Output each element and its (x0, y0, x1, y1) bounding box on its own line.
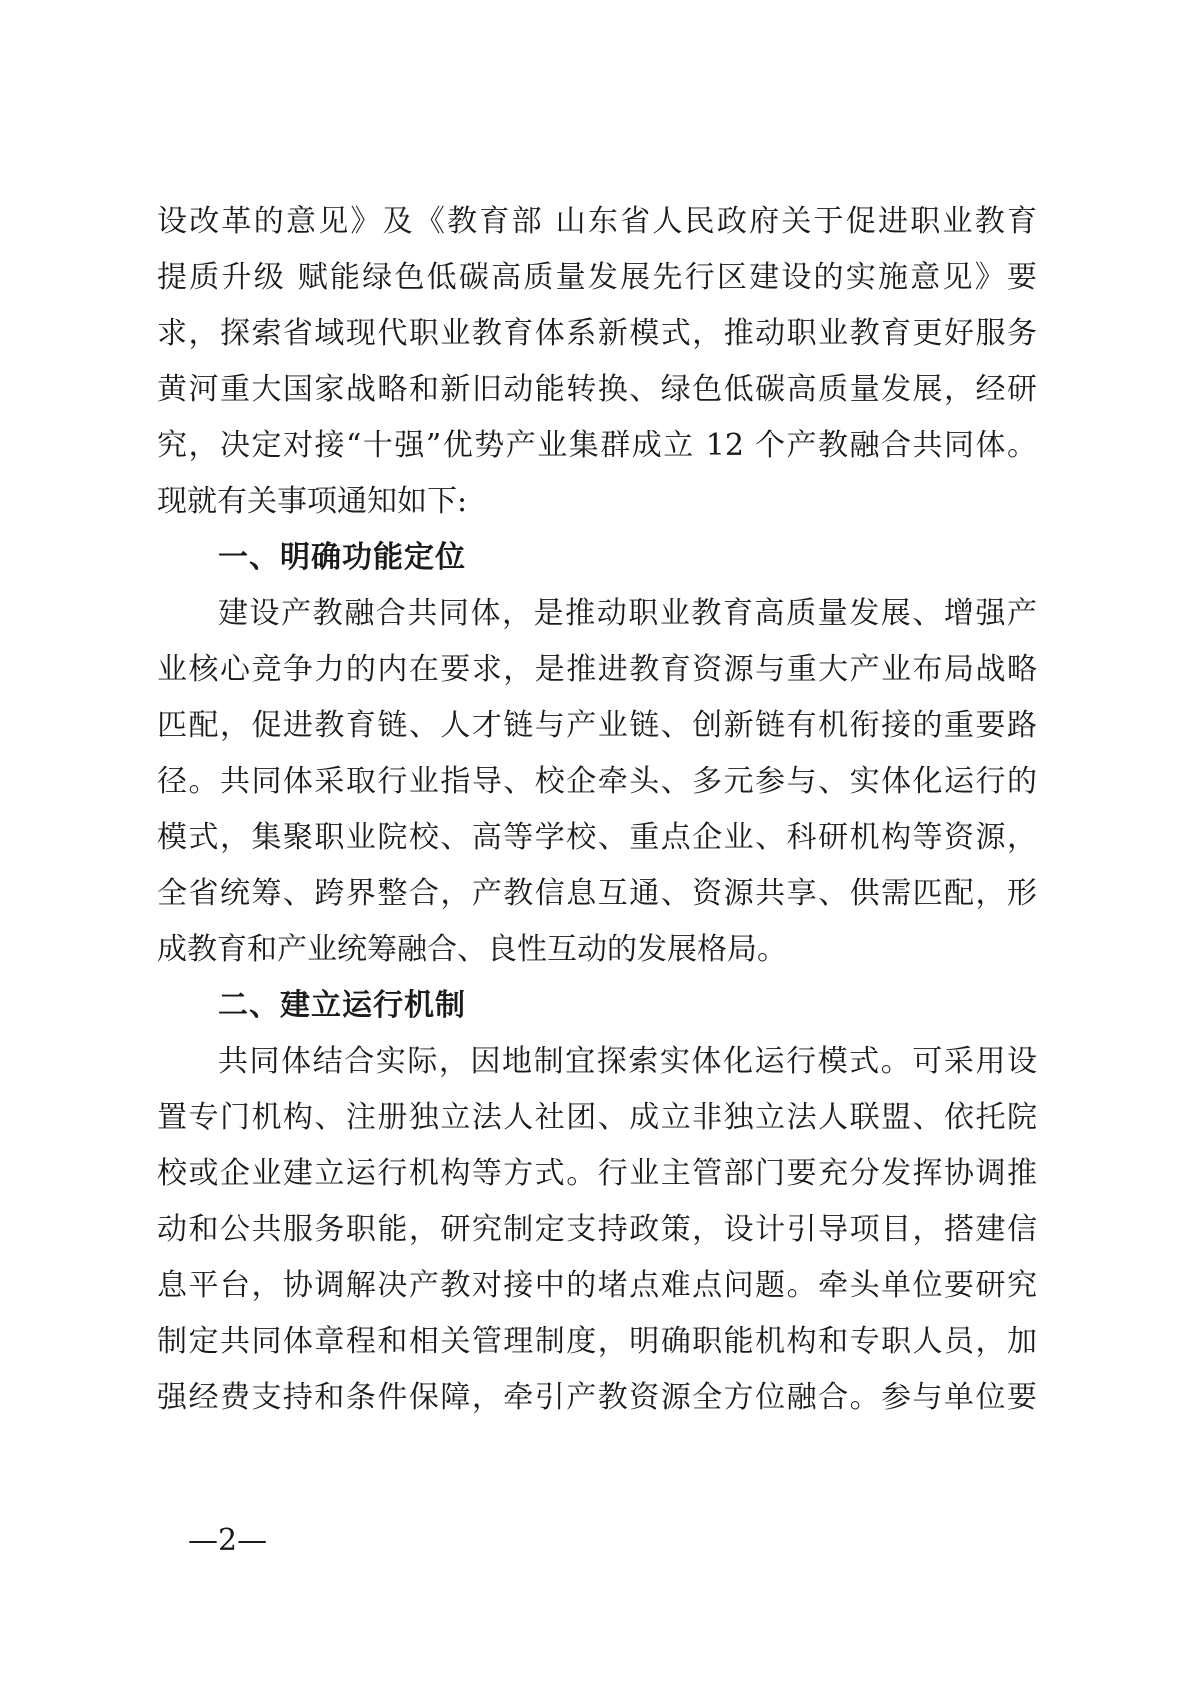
paragraph-2-line-4: 径。共同体采取行业指导、校企牵头、多元参与、实体化运行的 (157, 764, 1037, 799)
paragraph-2-line-6: 全省统筹、跨界整合，产教信息互通、资源共享、供需匹配，形 (157, 876, 1037, 911)
paragraph-3-line-4: 动和公共服务职能，研究制定支持政策，设计引导项目，搭建信 (157, 1212, 1037, 1247)
paragraph-1-line-1: 设改革的意见》及《教育部 山东省人民政府关于促进职业教育 (157, 204, 1037, 239)
paragraph-3-line-1: 共同体结合实际，因地制宜探索实体化运行模式。可采用设 (218, 1044, 1037, 1079)
paragraph-3-line-6: 制定共同体章程和相关管理制度，明确职能机构和专职人员，加 (157, 1324, 1037, 1359)
paragraph-3-line-7: 强经费支持和条件保障，牵引产教资源全方位融合。参与单位要 (157, 1380, 1037, 1415)
paragraph-1-line-4: 黄河重大国家战略和新旧动能转换、绿色低碳高质量发展，经研 (157, 372, 1037, 407)
paragraph-2-line-1: 建设产教融合共同体，是推动职业教育高质量发展、增强产 (218, 596, 1037, 631)
paragraph-1-line-3: 求，探索省域现代职业教育体系新模式，推动职业教育更好服务 (157, 316, 1037, 351)
paragraph-1-line-2: 提质升级 赋能绿色低碳高质量发展先行区建设的实施意见》要 (157, 260, 1037, 295)
paragraph-2-line-7: 成教育和产业统筹融合、良性互动的发展格局。 (157, 932, 787, 967)
paragraph-1-line-6: 现就有关事项通知如下: (157, 484, 468, 519)
paragraph-2-line-5: 模式，集聚职业院校、高等学校、重点企业、科研机构等资源， (157, 820, 1037, 855)
paragraph-2-line-2: 业核心竞争力的内在要求，是推进教育资源与重大产业布局战略 (157, 652, 1037, 687)
paragraph-3-line-5: 息平台，协调解决产教对接中的堵点难点问题。牵头单位要研究 (157, 1268, 1037, 1303)
paragraph-1-line-5: 究，决定对接“十强”优势产业集群成立 12 个产教融合共同体。 (157, 428, 1037, 463)
section-2-heading: 二、建立运行机制 (218, 988, 466, 1023)
page-number: —2— (188, 1523, 268, 1558)
section-1-heading: 一、明确功能定位 (218, 540, 466, 575)
paragraph-3-line-2: 置专门机构、注册独立法人社团、成立非独立法人联盟、依托院 (157, 1100, 1037, 1135)
paragraph-2-line-3: 匹配，促进教育链、人才链与产业链、创新链有机衔接的重要路 (157, 708, 1037, 743)
paragraph-3-line-3: 校或企业建立运行机构等方式。行业主管部门要充分发挥协调推 (157, 1156, 1037, 1191)
